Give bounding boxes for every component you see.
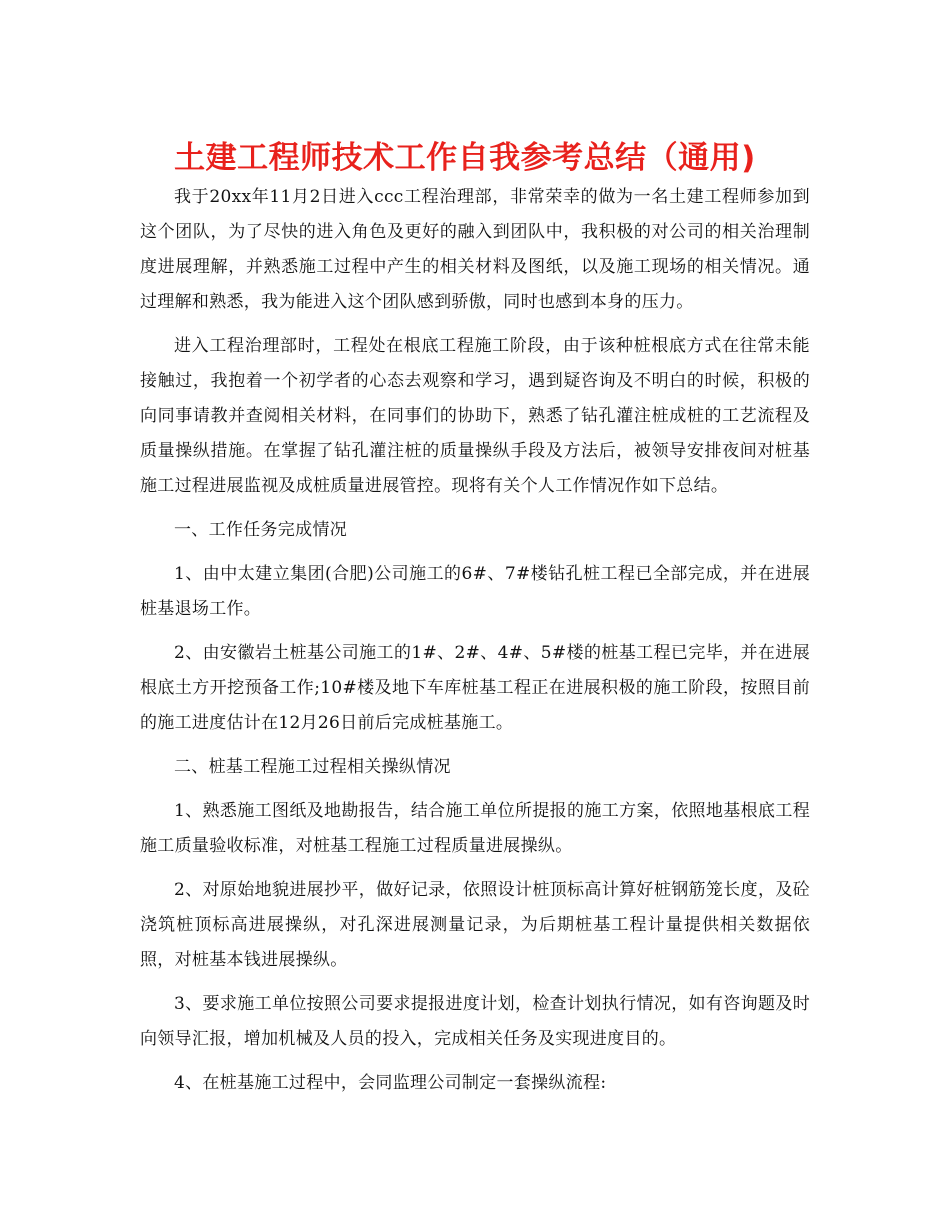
paragraph-control-2: 2、对原始地貌进展抄平，做好记录，依照设计桩顶标高计算好桩钢筋笼长度，及砼浇筑桩顶标高进展操纵，对孔深进展测量记录，为后期桩基工程计量提供相关数据依照，对桩基本钱进展操纵。 <box>140 880 810 970</box>
paragraph-background: 进入工程治理部时，工程处在根底工程施工阶段，由于该种桩根底方式在往常未能接触过，我抱着一个初学者的心态去观察和学习，遇到疑咨询及不明白的时候，积极的向同事请教并查阅相关材料，在同事们的协助下，熟悉了钻孔灌注桩成桩的工艺流程及质量操纵措施。在掌握了钻孔灌注桩的质量操纵手段及方法后，被领导安排夜间对桩基施工过程进展监视及成桩质量进展管控。现将有关个人工作情况作如下总结。 <box>140 336 810 496</box>
document-body <box>140 180 810 1110</box>
paragraph-intro: 我于20xx年11月2日进入ccc工程治理部，非常荣幸的做为一名土建工程师参加到这个团队，为了尽快的进入角色及更好的融入到团队中，我积极的对公司的相关治理制度进展理解，并熟悉施工过程中产生的相关材料及图纸，以及施工现场的相关情况。通过理解和熟悉，我为能进入这个团队感到骄傲，同时也感到本身的压力。 <box>140 187 810 312</box>
paragraph-task-2: 2、由安徽岩土桩基公司施工的1#、2#、4#、5#楼的桩基工程已完毕，并在进展根底土方开挖预备工作;10#楼及地下车库桩基工程正在进展积极的施工阶段，按照目前的施工进度估计在12月26日前后完成桩基施工。 <box>140 643 810 733</box>
document-title: 土建工程师技术工作自我参考总结（通用) <box>174 140 756 176</box>
paragraph-control-1: 1、熟悉施工图纸及地勘报告，结合施工单位所提报的施工方案，依照地基根底工程施工质量验收标准，对桩基工程施工过程质量进展操纵。 <box>140 801 810 856</box>
section-heading-control: 二、桩基工程施工过程相关操纵情况 <box>174 757 451 777</box>
paragraph-control-4: 4、在桩基施工过程中，会同监理公司制定一套操纵流程: <box>174 1073 607 1093</box>
paragraph-control-3: 3、要求施工单位按照公司要求提报进度计划，检查计划执行情况，如有咨询题及时向领导汇报，增加机械及人员的投入，完成相关任务及实现进度目的。 <box>140 994 810 1049</box>
paragraph-task-1: 1、由中太建立集团(合肥)公司施工的6#、7#楼钻孔桩工程已全部完成，并在进展桩基退场工作。 <box>140 564 810 619</box>
section-heading-tasks: 一、工作任务完成情况 <box>174 520 347 540</box>
